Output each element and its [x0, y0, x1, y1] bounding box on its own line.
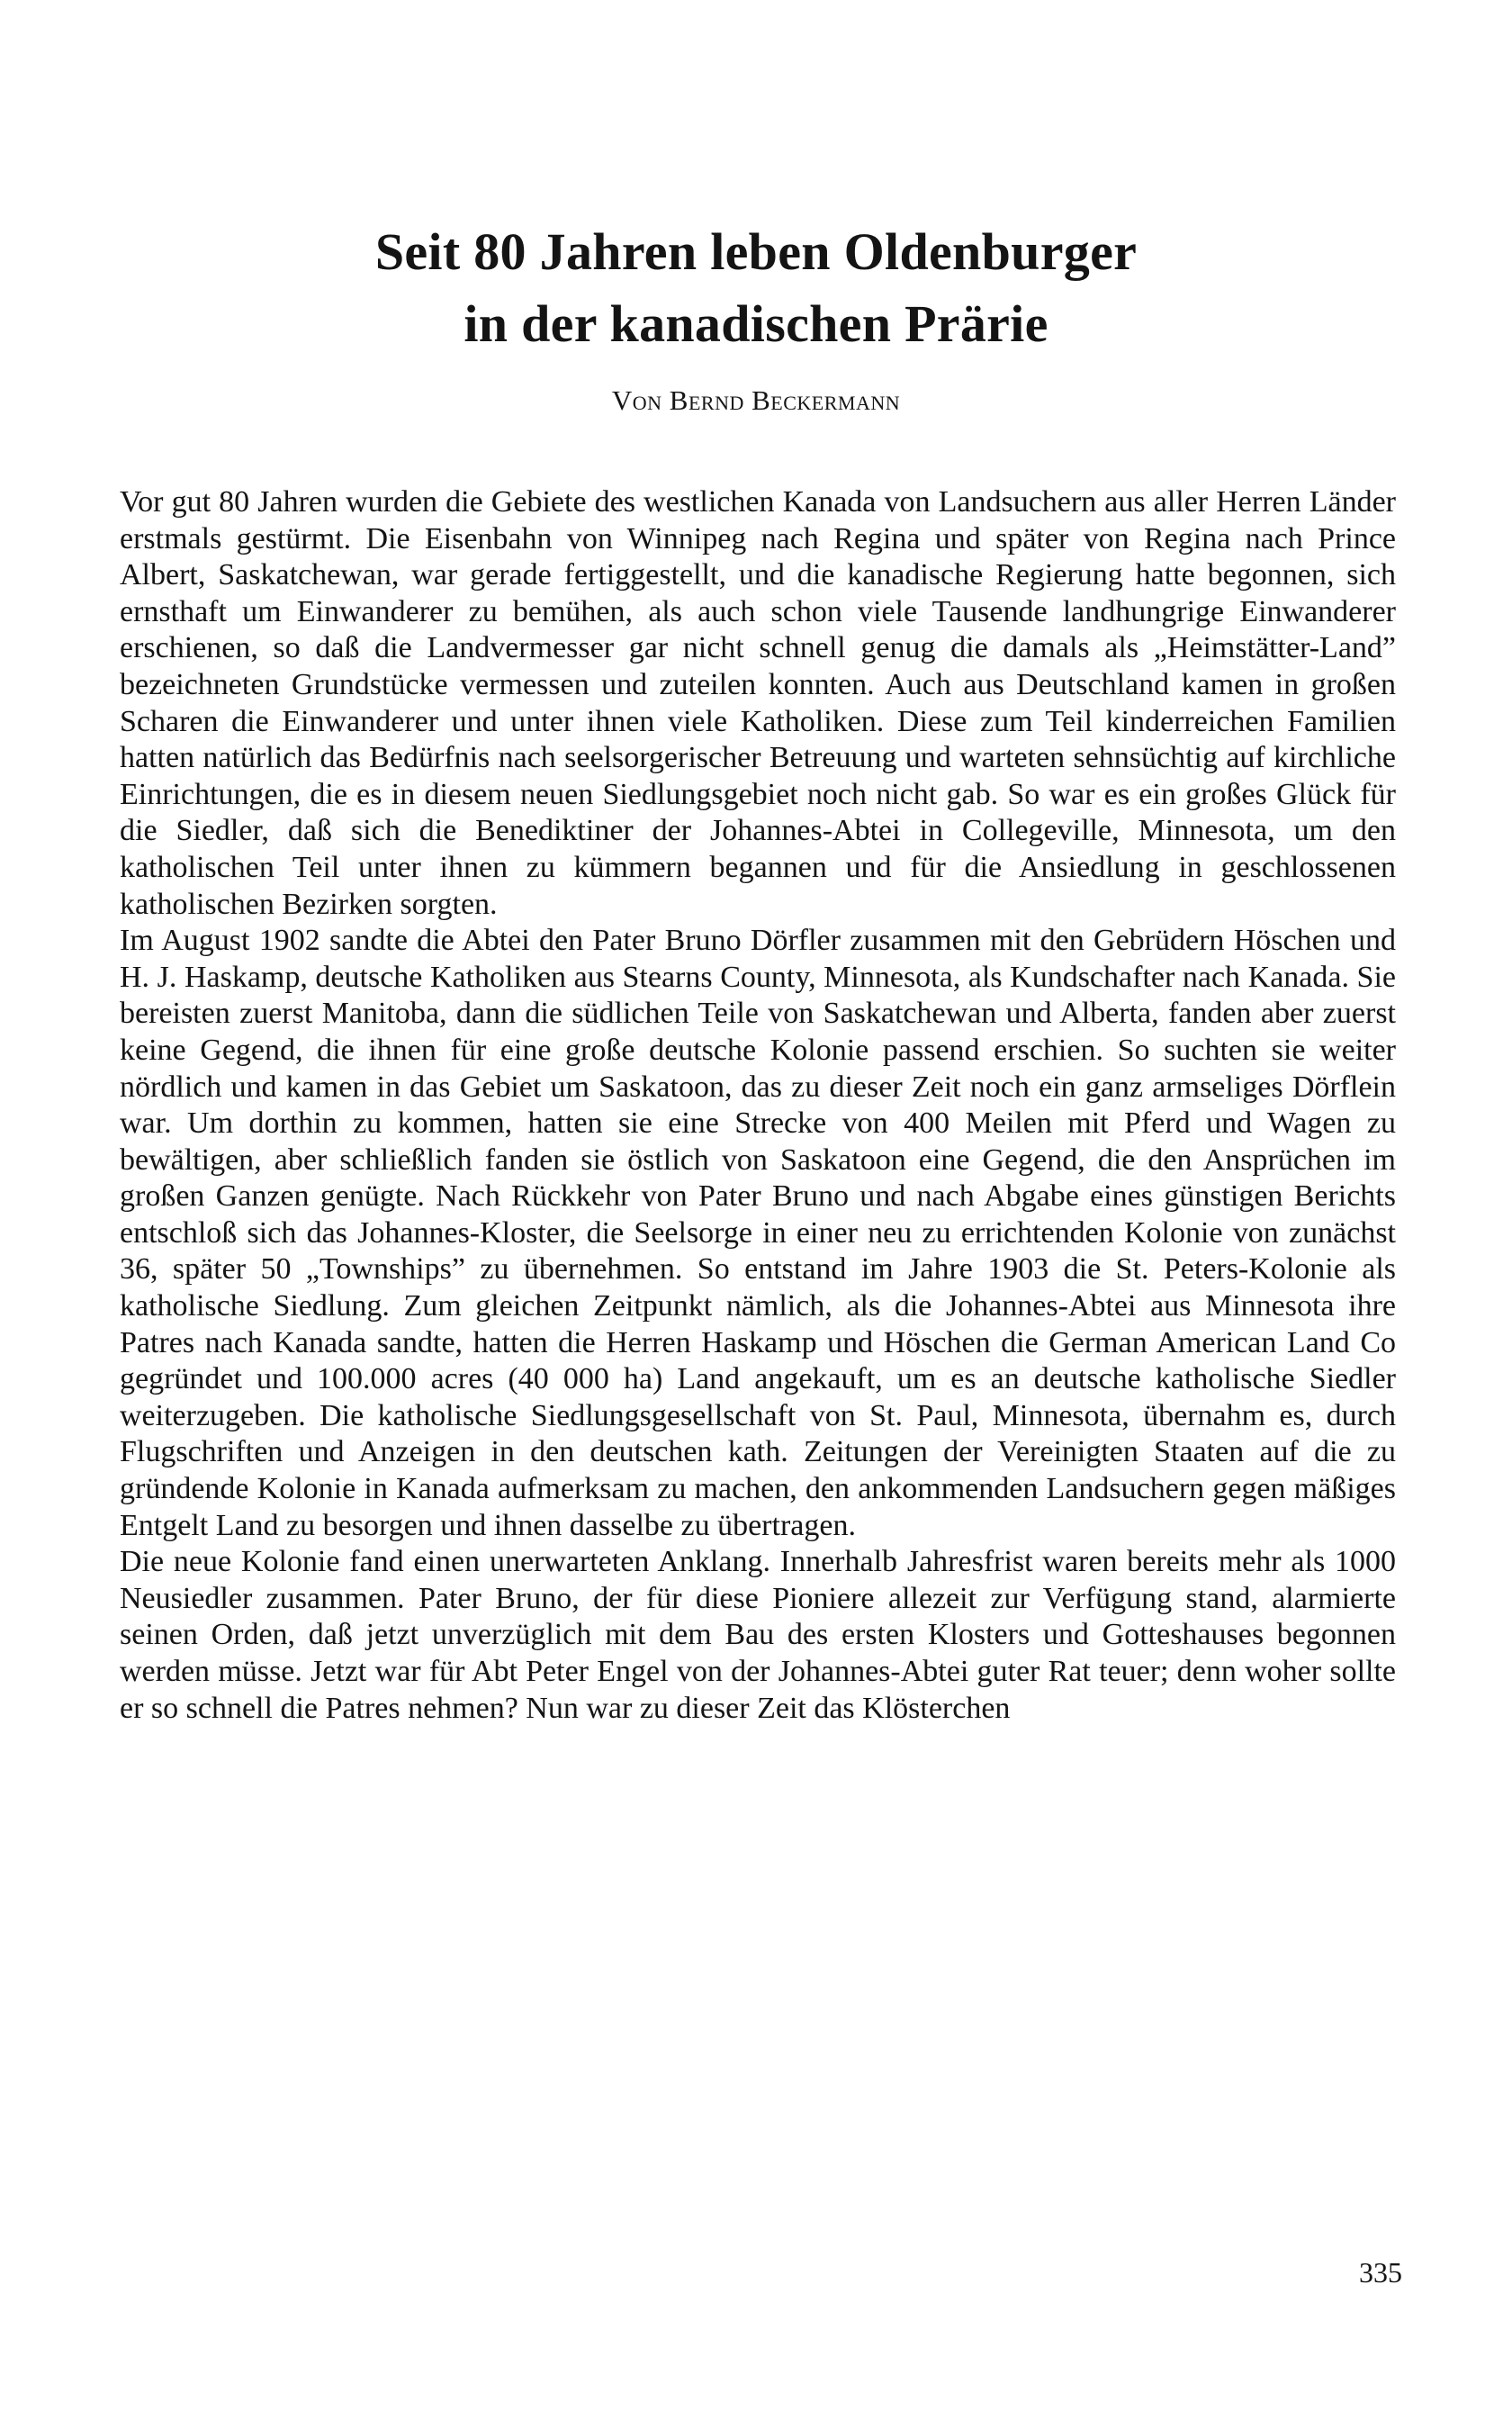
paragraph-3: Die neue Kolonie fand einen unerwarteten Anklang. Innerhalb Jahresfrist waren bereits mehr als 1000 Neusiedler zusammen. Pater Bruno, der für diese Pioniere allezeit zur Verfügung stand, alarmierte seinen Orden, daß jetzt unverzüglich mit dem Bau des ersten Klosters und Gotteshauses begonnen werden müsse. Jetzt war für Abt Peter Engel von der Johannes-Abtei guter Rat teuer; denn woher sollte er so schnell die Patres nehmen? Nun war zu dieser Zeit das Klösterchen	[120, 1545, 1396, 1725]
paragraph-1: Vor gut 80 Jahren wurden die Gebiete des westlichen Kanada von Landsuchern aus aller Herren Länder erstmals gestürmt. Die Eisenbahn von Winnipeg nach Regina und später von Regina nach Prince Albert, Saskatchewan, war gerade fertiggestellt, und die kanadische Regierung hatte begonnen, sich ernsthaft um Einwanderer zu bemühen, als auch schon viele Tausende landhungrige Einwanderer erschienen, so daß die Landvermesser gar nicht schnell genug die damals als „Heimstätter-Land” bezeichneten Grundstücke vermessen und zuteilen konnten. Auch aus Deutschland kamen in großen Scharen die Einwanderer und unter ihnen viele Katholiken. Diese zum Teil kinderreichen Familien hatten natürlich das Bedürfnis nach seelsorgerischer Betreuung und warteten sehnsüchtig auf kirchliche Einrichtungen, die es in diesem neuen Siedlungsgebiet noch nicht gab. So war es ein großes Glück für die Siedler, daß sich die Benediktiner der Johannes-Abtei in Collegeville, Minnesota, um den katholischen Teil unter ihnen zu kümmern begannen und für die Ansiedlung in geschlossenen katholischen Bezirken sorgten.	[120, 485, 1396, 921]
article-title	[162, 216, 1350, 360]
article-body	[120, 484, 1396, 1727]
author-byline: Von Bernd Beckermann	[611, 384, 901, 416]
page-number: 335	[1359, 2256, 1402, 2289]
title-line-1: Seit 80 Jahren leben Oldenburger	[374, 222, 1138, 281]
title-line-2: in der kanadischen Prärie	[464, 294, 1048, 353]
paragraph-2: Im August 1902 sandte die Abtei den Pater Bruno Dörfler zusammen mit den Gebrüdern Höschen und H. J. Haskamp, deutsche Katholiken aus Stearns County, Minnesota, als Kundschafter nach Kanada. Sie bereisten zuerst Manitoba, dann die südlichen Teile von Saskatchewan und Alberta, fanden aber zuerst keine Gegend, die ihnen für eine große deutsche Kolonie passend erschien. So suchten sie weiter nördlich und kamen in das Gebiet um Saskatoon, das zu dieser Zeit noch ein ganz armseliges Dörflein war. Um dorthin zu kommen, hatten sie eine Strecke von 400 Meilen mit Pferd und Wagen zu bewältigen, aber schließlich fanden sie östlich von Saskatoon eine Gegend, die den Ansprüchen im großen Ganzen genügte. Nach Rückkehr von Pater Bruno und nach Abgabe eines günstigen Berichts entschloß sich das Johannes-Kloster, die Seelsorge in einer neu zu errichtenden Kolonie von zunächst 36, später 50 „Townships” zu übernehmen. So entstand im Jahre 1903 die St. Peters-Kolonie als katholische Siedlung. Zum gleichen Zeitpunkt nämlich, als die Johannes-Abtei aus Minnesota ihre Patres nach Kanada sandte, hatten die Herren Haskamp und Höschen die German American Land Co gegründet und 100.000 acres (40 000 ha) Land angekauft, um es an deutsche katholische Siedler weiterzugeben. Die katholische Siedlungsgesellschaft von St. Paul, Minnesota, übernahm es, durch Flugschriften und Anzeigen in den deutschen kath. Zeitungen der Vereinigten Staaten auf die zu gründende Kolonie in Kanada aufmerksam zu machen, den ankommenden Landsuchern gegen mäßiges Entgelt Land zu besorgen und ihnen dasselbe zu übertragen.	[120, 924, 1396, 1542]
